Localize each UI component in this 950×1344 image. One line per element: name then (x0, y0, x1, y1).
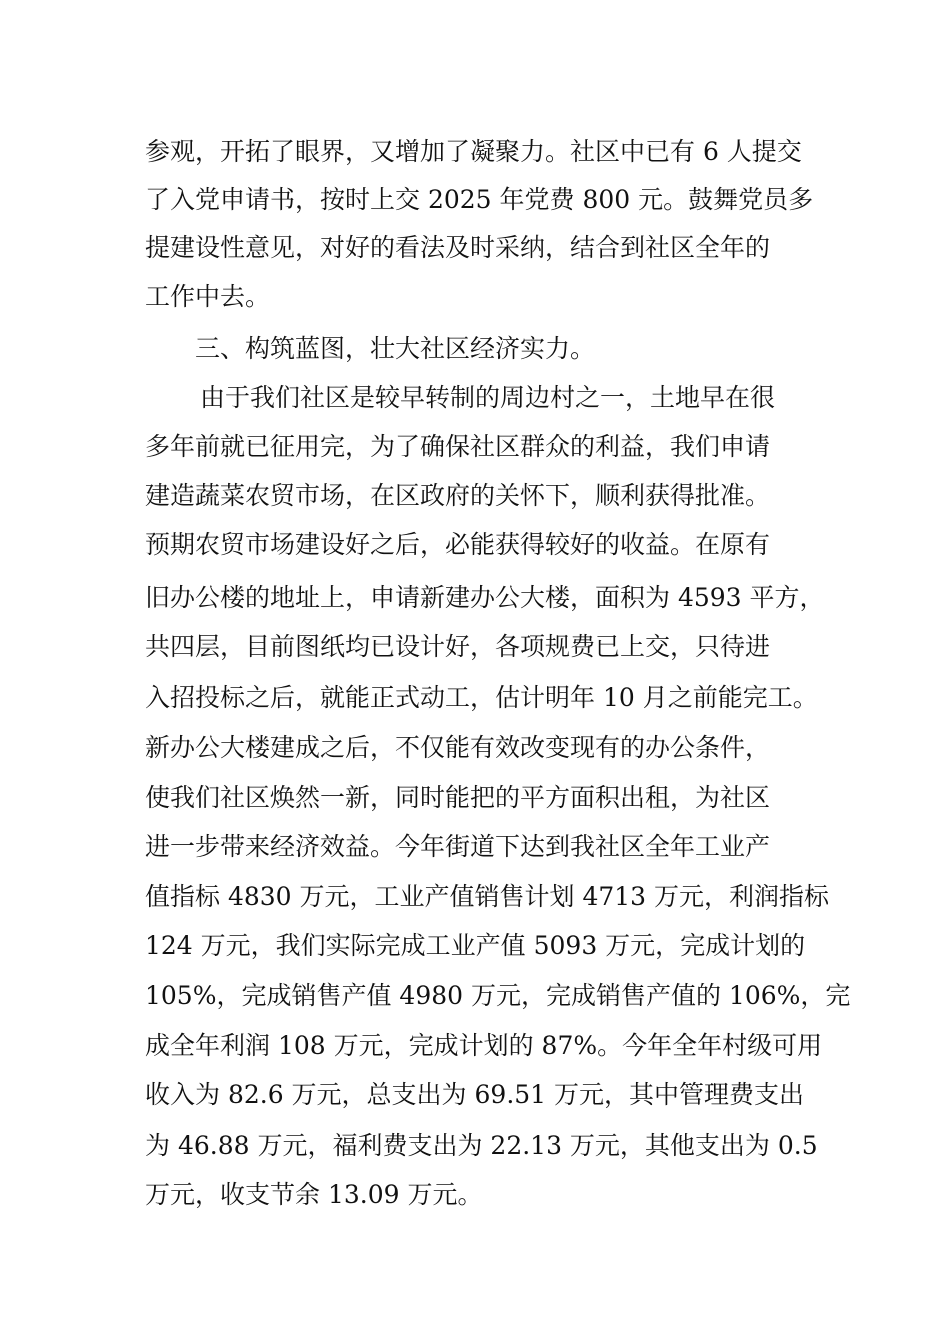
text-line-22: 万元，收支节余 13.09 万元。 (145, 1180, 483, 1209)
text-line-6: 由于我们社区是较早转制的周边村之一，土地早在很 (200, 383, 776, 412)
text-line-18: 105%，完成销售产值 4980 万元，完成销售产值的 106%，完 (145, 981, 851, 1010)
text-line-14: 使我们社区焕然一新，同时能把的平方面积出租，为社区 (145, 783, 771, 812)
text-line-12: 入招投标之后，就能正式动工，估计明年 10 月之前能完工。 (145, 683, 818, 712)
text-line-2: 了入党申请书，按时上交 2025 年党费 800 元。鼓舞党员多 (145, 185, 814, 214)
text-line-17: 124 万元，我们实际完成工业产值 5093 万元，完成计划的 (145, 931, 806, 960)
text-line-21: 为 46.88 万元，福利费支出为 22.13 万元，其他支出为 0.5 (145, 1131, 818, 1160)
text-line-11: 共四层，目前图纸均已设计好，各项规费已上交，只待进 (145, 632, 771, 661)
text-line-4: 工作中去。 (145, 282, 271, 311)
text-line-7: 多年前就已征用完，为了确保社区群众的利益，我们申请 (145, 432, 771, 461)
section-heading: 三、构筑蓝图，壮大社区经济实力。 (195, 334, 596, 363)
text-line-20: 收入为 82.6 万元，总支出为 69.51 万元，其中管理费支出 (145, 1080, 805, 1109)
text-line-16: 值指标 4830 万元，工业产值销售计划 4713 万元，利润指标 (145, 882, 830, 911)
text-line-9: 预期农贸市场建设好之后，必能获得较好的收益。在原有 (145, 530, 771, 559)
text-line-15: 进一步带来经济效益。今年街道下达到我社区全年工业产 (145, 832, 771, 861)
text-line-8: 建造蔬菜农贸市场，在区政府的关怀下，顺利获得批准。 (145, 481, 771, 510)
text-line-13: 新办公大楼建成之后，不仅能有效改变现有的办公条件， (145, 733, 771, 762)
text-line-19: 成全年利润 108 万元，完成计划的 87%。今年全年村级可用 (145, 1031, 823, 1060)
text-line-10: 旧办公楼的地址上，申请新建办公大楼，面积为 4593 平方， (145, 583, 825, 612)
text-line-1: 参观，开拓了眼界，又增加了凝聚力。社区中已有 6 人提交 (145, 137, 802, 166)
text-line-3: 提建设性意见，对好的看法及时采纳，结合到社区全年的 (145, 233, 771, 262)
